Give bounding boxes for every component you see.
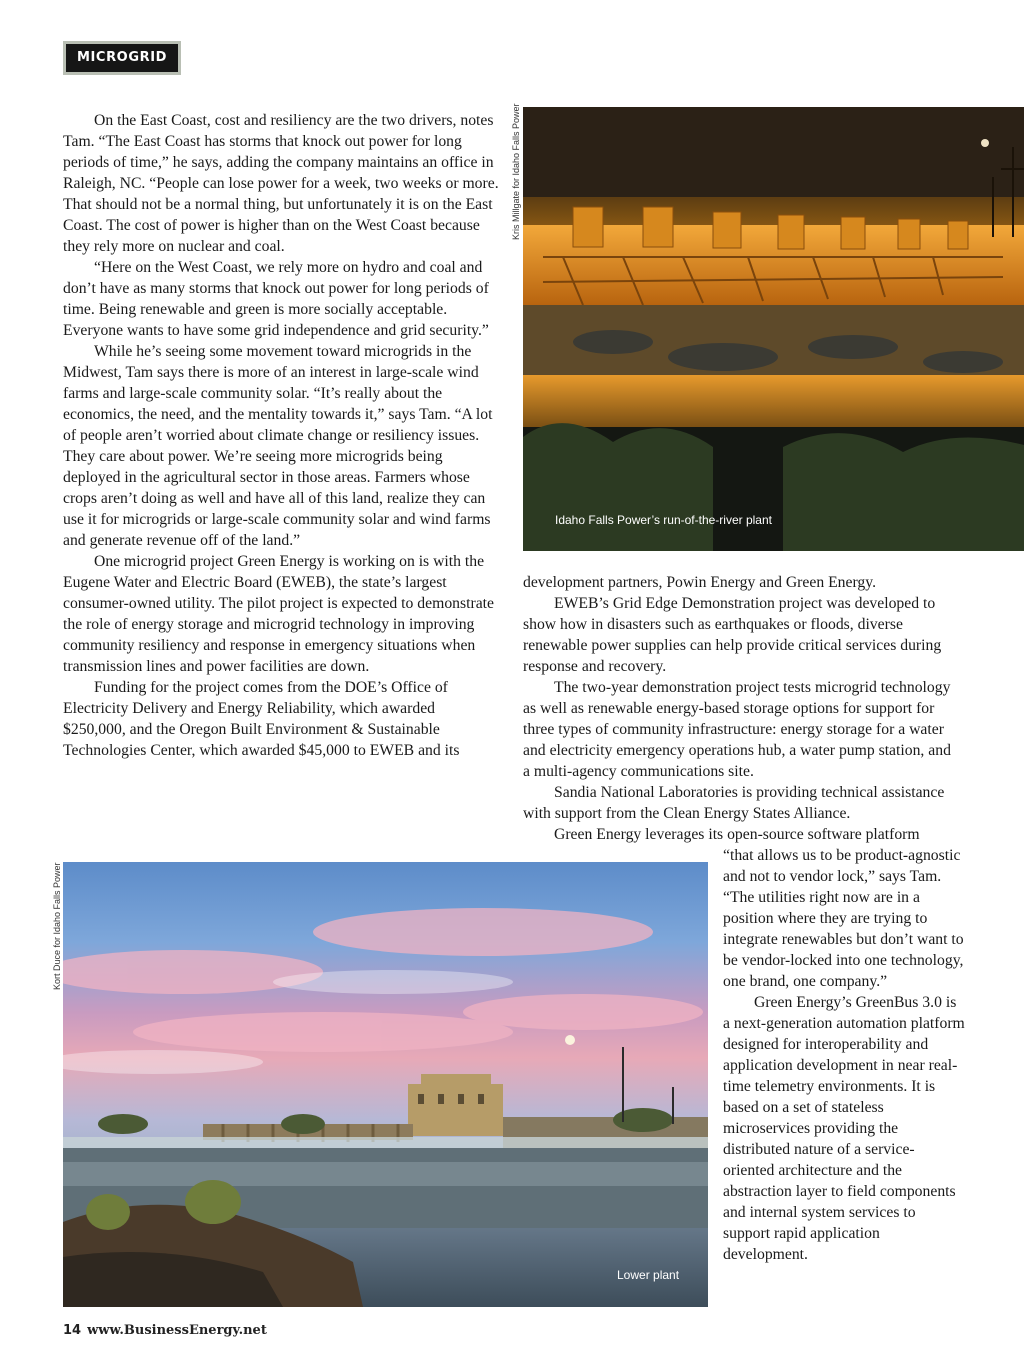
paragraph: “that allows us to be product-agnostic and not to vendor lock,” says Tam. “The utilities right now are in a position where they are trying to integrate renewables but don’t want to be vendor-locked into one technology, one brand, one company.”: [723, 847, 964, 990]
photo-illustration: [63, 862, 708, 1307]
paragraph: EWEB’s Grid Edge Demonstration project was developed to show how in disasters such as earthquakes or floods, diverse renewable power supplies can help provide critical services during response and recovery.: [523, 595, 942, 675]
page-number: 14: [63, 1323, 82, 1338]
paragraph: development partners, Powin Energy and Green Energy.: [523, 574, 877, 591]
paragraph: Green Energy’s GreenBus 3.0 is a next-generation automation platform designed for interoperability and application development in near real-time telemetry environments. It is based on a set of stateless microservices providing the distributed nature of a service-oriented architecture and the abstraction layer to field components and internal system services to support rapid application development.: [723, 994, 965, 1263]
page-footer: [63, 1323, 267, 1338]
photo-caption: Lower plant: [617, 1268, 680, 1282]
section-tag-label: MICROGRID: [66, 44, 178, 72]
paragraph: While he’s seeing some movement toward microgrids in the Midwest, Tam says there is more of an interest in large-scale wind farms and large-scale community solar. “It’s really about the economics, the need, and the mentality towards it,” says Tam. “A lot of people aren’t worried about climate change or resiliency issues. They care about power. We’re seeing more microgrids being deployed in the agricultural sector in those areas. Farmers whose crops aren’t doing as well and have all of this land, realize they can use it for microgrids or large-scale community solar and wind farms and generate revenue off of the land.”: [63, 343, 493, 549]
photo-illustration: [523, 107, 1024, 551]
photo-lower-plant: [63, 862, 708, 1307]
photo-credit: Kris Millgate for Idaho Falls Power: [511, 103, 521, 240]
photo-run-of-the-river-plant: [523, 107, 1024, 551]
photo-credit: Kort Duce for Idaho Falls Power: [52, 862, 62, 990]
photo-caption: Idaho Falls Power’s run-of-the-river plant: [555, 513, 772, 527]
paragraph: The two-year demonstration project tests microgrid technology as well as renewable energy-based storage options for support for three types of community infrastructure: energy storage for a water and electricity emergency operations hub, a water pump station, and a multi-agency communications site.: [523, 679, 951, 780]
website-url: www.BusinessEnergy.net: [87, 1323, 267, 1338]
right-narrow-text-column: [723, 845, 966, 1265]
left-text-column: [63, 110, 500, 761]
paragraph: “Here on the West Coast, we rely more on hydro and coal and don’t have as many storms that knock out power for long periods of time. Being renewable and green is more socially acceptable. Everyone wants to have some grid independence and grid security.”: [63, 259, 489, 339]
paragraph: On the East Coast, cost and resiliency are the two drivers, notes Tam. “The East Coast has storms that knock out power for long periods of time,” he says, adding the company maintains an office in Raleigh, NC. “People can lose power for a week, two weeks or more. That should not be a normal thing, but unfortunately it is on the East Coast. The cost of power is higher than on the West Coast because they rely more on nuclear and coal.: [63, 112, 499, 255]
paragraph: Sandia National Laboratories is providing technical assistance with support from the Clean Energy States Alliance.: [523, 784, 945, 822]
right-text-column: [523, 572, 960, 845]
paragraph: Funding for the project comes from the DOE’s Office of Electricity Delivery and Energy Reliability, which awarded $250,000, and the Oregon Built Environment & Sustainable Technologies Center, which awarded $45,000 to EWEB and its: [63, 679, 460, 759]
paragraph: Green Energy leverages its open-source software platform: [554, 826, 920, 843]
paragraph: One microgrid project Green Energy is working on is with the Eugene Water and Electric Board (EWEB), the state’s largest consumer-owned utility. The pilot project is expected to demonstrate the role of energy storage and microgrid technology in improving community resiliency and response in emergency situations when transmission lines and power facilities are down.: [63, 553, 494, 675]
section-tag: [63, 41, 181, 75]
